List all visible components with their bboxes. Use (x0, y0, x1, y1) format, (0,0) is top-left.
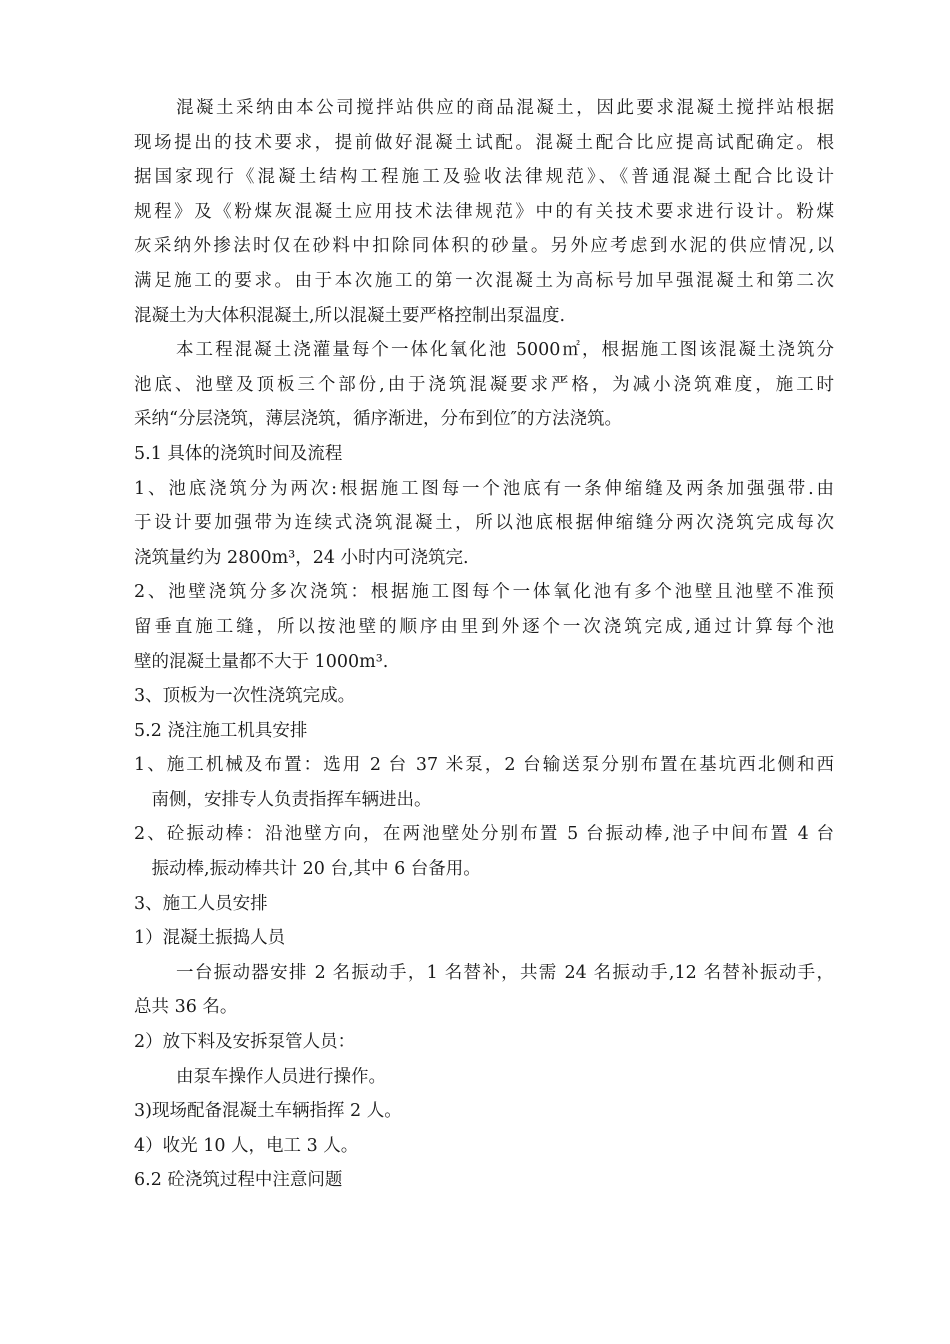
text-line: 4）收光 10 人，电工 3 人。 (134, 1135, 359, 1156)
text-line: 一台振动器安排 2 名振动手，1 名替补，共需 24 名振动手,12 名替补振动手， (176, 962, 834, 983)
text-line: 2、砼振动棒：沿池壁方向，在两池壁处分别布置 5 台振动棒,池子中间布置 4 台 (134, 824, 834, 845)
text-line: 本工程混凝土浇灌量每个一体化氧化池 5000㎡，根据施工图该混凝土浇筑分 (176, 340, 834, 361)
text-line: 规程》及《粉煤灰混凝土应用技术法律规范》中的有关技术要求进行设计。粉煤 (134, 201, 834, 222)
text-line: 5.1 具体的浇筑时间及流程 (134, 443, 343, 464)
paragraph (134, 333, 834, 437)
text-line: 2、池壁浇筑分多次浇筑：根据施工图每个一体氧化池有多个池壁且池壁不准预 (134, 582, 834, 603)
text-line: 3)现场配备混凝土车辆指挥 2 人。 (134, 1101, 402, 1122)
paragraph (134, 714, 834, 749)
paragraph (134, 575, 834, 679)
paragraph (134, 1094, 834, 1129)
paragraph (134, 1025, 834, 1060)
paragraph (134, 1129, 834, 1164)
text-line: 灰采纳外掺法时仅在砂料中扣除同体积的砂量。另外应考虑到水泥的供应情况,以 (134, 236, 834, 257)
text-line: 据国家现行《混凝土结构工程施工及验收法律规范》、《普通混凝土配合比设计 (134, 167, 834, 188)
text-line: 采纳“分层浇筑，薄层浇筑，循序渐进，分布到位″的方法浇筑。 (134, 409, 622, 430)
text-line: 3、施工人员安排 (134, 893, 268, 914)
text-line: 6.2 砼浇筑过程中注意问题 (134, 1170, 343, 1191)
text-line: 于设计要加强带为连续式浇筑混凝土，所以池底根据伸缩缝分两次浇筑完成每次 (134, 513, 834, 534)
text-line: 满足施工的要求。由于本次施工的第一次混凝土为高标号加早强混凝土和第二次 (134, 270, 834, 291)
paragraph (134, 1163, 834, 1198)
text-line: 振动棒,振动棒共计 20 台,其中 6 台备用。 (151, 859, 481, 880)
paragraph (134, 91, 834, 333)
text-line: 壁的混凝土量都不大于 1000m³. (134, 651, 389, 672)
text-line: 留垂直施工缝，所以按池壁的顺序由里到外逐个一次浇筑完成,通过计算每个池 (134, 616, 834, 637)
paragraph (134, 437, 834, 472)
text-line: 1）混凝土振捣人员 (134, 928, 286, 949)
text-line: 2）放下料及安拆泵管人员： (134, 1032, 356, 1053)
text-line: 1、施工机械及布置：选用 2 台 37 米泵，2 台输送泵分别布置在基坑西北侧和西 (134, 755, 834, 776)
paragraph (134, 1060, 834, 1095)
paragraph (134, 921, 834, 956)
text-line: 混凝土为大体积混凝土,所以混凝土要严格控制出泵温度. (134, 305, 566, 326)
document-body (134, 91, 834, 1198)
text-line: 池底、池壁及顶板三个部份,由于浇筑混凝要求严格，为减小浇筑难度，施工时 (134, 374, 834, 395)
text-line: 5.2 浇注施工机具安排 (134, 720, 308, 741)
text-line: 南侧，安排专人负责指挥车辆进出。 (151, 789, 432, 810)
paragraph (134, 956, 834, 1025)
text-line: 现场提出的技术要求，提前做好混凝土试配。混凝土配合比应提高试配确定。根 (134, 132, 834, 153)
text-line: 1、池底浇筑分为两次:根据施工图每一个池底有一条伸缩缝及两条加强强带.由 (134, 478, 834, 499)
paragraph (134, 748, 834, 817)
paragraph (134, 817, 834, 886)
text-line: 3、顶板为一次性浇筑完成。 (134, 686, 356, 707)
paragraph (134, 887, 834, 922)
text-line: 混凝土采纳由本公司搅拌站供应的商品混凝土，因此要求混凝土搅拌站根据 (176, 98, 834, 118)
paragraph (134, 472, 834, 576)
text-line: 浇筑量约为 2800m³，24 小时内可浇筑完. (134, 547, 469, 568)
text-line: 总共 36 名。 (134, 997, 238, 1018)
text-line: 由泵车操作人员进行操作。 (176, 1066, 386, 1087)
paragraph (134, 679, 834, 714)
